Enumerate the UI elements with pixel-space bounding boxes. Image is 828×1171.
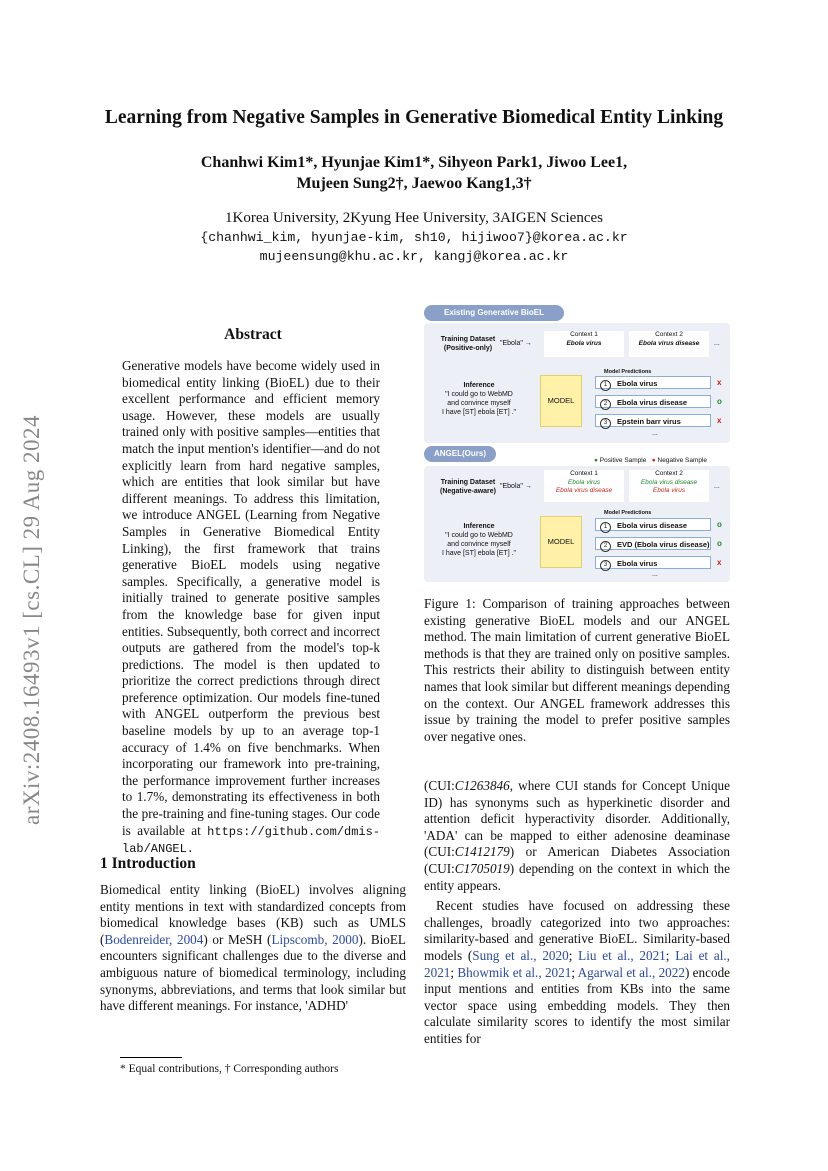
angel-panel — [424, 466, 730, 582]
inference-label: Inference — [463, 382, 495, 389]
affiliations: 1Korea University, 2Kyung Hee University, 3AIGEN Sciences — [225, 210, 603, 226]
affiliations-block — [120, 209, 708, 266]
context2-label: Context 2 — [655, 331, 683, 338]
wrong-mark: x — [717, 558, 722, 567]
inference-top — [434, 381, 524, 417]
sep: ; — [568, 947, 579, 963]
legend-negative: Negative Sample — [657, 457, 708, 464]
arxiv-id: arXiv:2408.16493v1 [cs.CL] 29 Aug 2024 — [19, 415, 44, 825]
sep: ; — [571, 964, 578, 980]
ellipsis: ... — [652, 430, 658, 437]
legend-positive: Positive Sample — [599, 457, 647, 464]
abstract-body — [122, 358, 380, 858]
top-ctx2-value: Ebola virus disease — [638, 339, 700, 347]
pred-number: 2 — [600, 399, 611, 410]
training-label-top: Training Dataset (Positive-only) — [440, 336, 496, 352]
code-link[interactable]: https://github.com/dmis-lab/ANGEL. — [122, 824, 380, 857]
abstract-heading: Abstract — [224, 326, 282, 343]
ellipsis: ... — [652, 571, 658, 578]
wrong-mark: x — [717, 416, 722, 425]
cite-sung[interactable]: Sung et al., 2020 — [472, 947, 569, 963]
cite-liu[interactable]: Liu et al., 2021 — [578, 947, 666, 963]
abstract-text: Generative models have become widely used in biomedical entity linking (BioEL) due to their excellent performance and efficient memory usage. However, these models are usually trained only with positive samples—entities that match the input mention's identifier—and do not explicitly learn from hard negative samples, which are entities that look similar but have different meanings. To address this limitation, we introduce ANGEL (Learning from Negative Samples in Generative Biomedical Entity Linking), the first framework that trains generative BioEL models using negative samples. Specifically, a generative model is initially trained to generate positive samples from the knowledge base for given input entities. Subsequently, both correct and incorrect outputs are gathered from the model's top-k predictions. The model is then updated to prioritize the correct predictions through direct preference optimization. Our models fine-tuned with ANGEL outperform the previous best baseline models by up to an average top-1 accuracy of 1.4% on five benchmarks. When incorporating our framework into pre-training, the performance improvement further increases to 1.7%, demonstrating its effectiveness in both the pre-training and fine-tuning stages. Our code is available at — [122, 358, 380, 838]
bot-pred-3 — [595, 556, 711, 569]
cite-lipscomb[interactable]: Lipscomb, 2000 — [271, 931, 359, 947]
cite-agarwal[interactable]: Agarwal et al., 2022 — [577, 964, 685, 980]
top-pred-2 — [595, 395, 711, 408]
existing-panel — [424, 323, 730, 443]
footnote: * Equal contributions, † Corresponding authors — [120, 1063, 339, 1075]
right-column-body — [424, 778, 730, 1048]
sep: ; — [665, 947, 676, 963]
intro-heading: 1 Introduction — [100, 855, 196, 872]
correct-mark: o — [717, 539, 722, 548]
authors-line-2: Mujeen Sung2†, Jaewoo Kang1,3† — [296, 175, 532, 192]
inf-line-2: and convince myself — [447, 541, 511, 548]
inf-line-2: and convince myself — [447, 400, 511, 407]
top-pred-1 — [595, 376, 711, 389]
correct-mark: o — [717, 520, 722, 529]
emails-line-1: {chanhwi_kim, hyunjae-kim, sh10, hijiwoo7}@korea.ac.kr — [200, 230, 628, 245]
top-ctx1-value: Ebola virus — [566, 339, 602, 347]
bottom-context-2 — [629, 470, 709, 502]
pred-label: Epstein barr virus — [617, 417, 681, 426]
pred-label: Ebola virus disease — [617, 521, 688, 530]
negative-dot-icon: ● — [651, 457, 656, 464]
ellipsis: ... — [714, 483, 720, 490]
wrong-mark: x — [717, 378, 722, 387]
pred-number: 3 — [600, 418, 611, 429]
mention-top: "Ebola" → — [500, 340, 532, 347]
cui-1: C1263846 — [454, 778, 510, 793]
legend — [594, 456, 707, 465]
existing-bioel-bar: Existing Generative BioEL — [424, 305, 564, 321]
model-predictions-bottom: Model Predictions — [604, 510, 652, 516]
author-list — [120, 152, 708, 194]
cite-bhowmik[interactable]: Bhowmik et al., 2021 — [457, 964, 572, 980]
footnote-rule — [120, 1057, 182, 1058]
authors-line-1: Chanhwi Kim1*, Hyunjae Kim1*, Sihyeon Park1, Jiwoo Lee1, — [200, 154, 628, 171]
right-p2-a: Recent studies have focused on addressing these challenges, broadly categorized into two approaches: similarity-based and generative BioEL. Similarity-based models ( — [424, 898, 730, 963]
cui-3: C1705019 — [454, 860, 510, 876]
cui-2: C1412179 — [454, 844, 510, 860]
bot-pred-1 — [595, 518, 711, 531]
pred-number: 1 — [600, 380, 611, 391]
context1-label: Context 1 — [570, 331, 598, 338]
inf-line-3: I have [ST] ebola [ET] ." — [441, 550, 517, 557]
arxiv-sidebar — [12, 360, 52, 880]
pred-number: 3 — [600, 560, 611, 571]
correct-mark: o — [717, 397, 722, 406]
inf-line-3: I have [ST] ebola [ET] ." — [441, 409, 517, 416]
figure-1 — [424, 305, 730, 582]
pred-label: EVD (Ebola virus disease) — [617, 540, 710, 549]
right-p2-b: ) encode input mentions and entities from KBs into the same vector space using embedding models. They then calculate similarity scores to identify the most similar entities for — [424, 964, 731, 1046]
figure-caption: Figure 1: Comparison of training approaches between existing generative BioEL models and our ANGEL method. The main limitation of current generative BioEL methods is that they are trained only on positive samples. This restricts their ability to distinguish between entity names that look similar but different meanings depending on the context. Our ANGEL framework addresses this issue by training the model to prefer positive samples over negative ones. — [424, 596, 730, 744]
top-context-1 — [544, 331, 624, 357]
bot-ctx2-positive: Ebola virus disease — [640, 478, 698, 486]
context2-label: Context 2 — [655, 470, 683, 477]
training-label-bottom: Training Dataset (Negative-aware) — [439, 479, 497, 495]
bot-ctx1-positive: Ebola virus — [567, 478, 601, 486]
ellipsis: ... — [714, 340, 720, 347]
right-p1-d: ) depending on the context in which the entity appears. — [424, 860, 730, 893]
inference-bottom — [434, 522, 524, 558]
model-box-top: MODEL — [540, 375, 582, 427]
right-p1-c: ) or American Diabetes Association (CUI: — [424, 844, 730, 876]
right-p1-a: (CUI: — [424, 778, 455, 793]
intro-text-c: ). BioEL encounters significant challenges due to the diverse and ambiguous nature of biomedical terminology, including synonyms, abbreviations, and terms that look similar but have different meanings. For instance, 'ADHD' — [100, 931, 406, 1014]
emails-line-2: mujeensung@khu.ac.kr, kangj@korea.ac.kr — [259, 249, 569, 264]
bot-ctx1-negative: Ebola virus disease — [555, 487, 613, 494]
cite-lai[interactable]: Lai et al., 2021 — [424, 947, 730, 980]
angel-bar: ANGEL(Ours) — [424, 446, 496, 462]
mention-bottom: "Ebola" → — [500, 483, 532, 490]
positive-dot-icon: ● — [594, 457, 598, 464]
intro-text-a: Biomedical entity linking (BioEL) involves aligning entity mentions in text with standardized concepts from biomedical knowledge bases (KB) such as UMLS ( — [100, 882, 406, 947]
cite-bodenreider[interactable]: Bodenreider, 2004 — [104, 931, 204, 947]
paper-title: Learning from Negative Samples in Generative Biomedical Entity Linking — [104, 107, 724, 128]
pred-number: 1 — [600, 522, 611, 533]
top-pred-3 — [595, 414, 711, 427]
sep: ; — [450, 964, 458, 980]
intro-text-b: ) or MeSH ( — [203, 931, 272, 947]
right-p1-b: , where CUI stands for Concept Unique ID) has synonyms such as hyperkinetic disorder and attention deficit hyperactivity disorder. Additionally, 'ADA' can be mapped to either adenosine deaminase (CUI: — [424, 778, 730, 860]
model-predictions-top: Model Predictions — [604, 369, 652, 375]
intro-body — [100, 882, 406, 1015]
inf-line-1: "I could go to WebMD — [445, 391, 513, 398]
pred-label: Ebola virus disease — [617, 398, 688, 407]
bottom-context-1 — [544, 470, 624, 502]
pred-label: Ebola virus — [617, 559, 658, 568]
model-box-bottom: MODEL — [540, 516, 582, 568]
top-context-2 — [629, 331, 709, 357]
pred-number: 2 — [600, 541, 611, 552]
pred-label: Ebola virus — [617, 379, 658, 388]
inf-line-1: "I could go to WebMD — [445, 532, 513, 539]
bot-ctx2-negative: Ebola virus — [652, 487, 686, 494]
context1-label: Context 1 — [570, 470, 598, 477]
bot-pred-2 — [595, 537, 711, 550]
inference-label: Inference — [463, 523, 495, 530]
